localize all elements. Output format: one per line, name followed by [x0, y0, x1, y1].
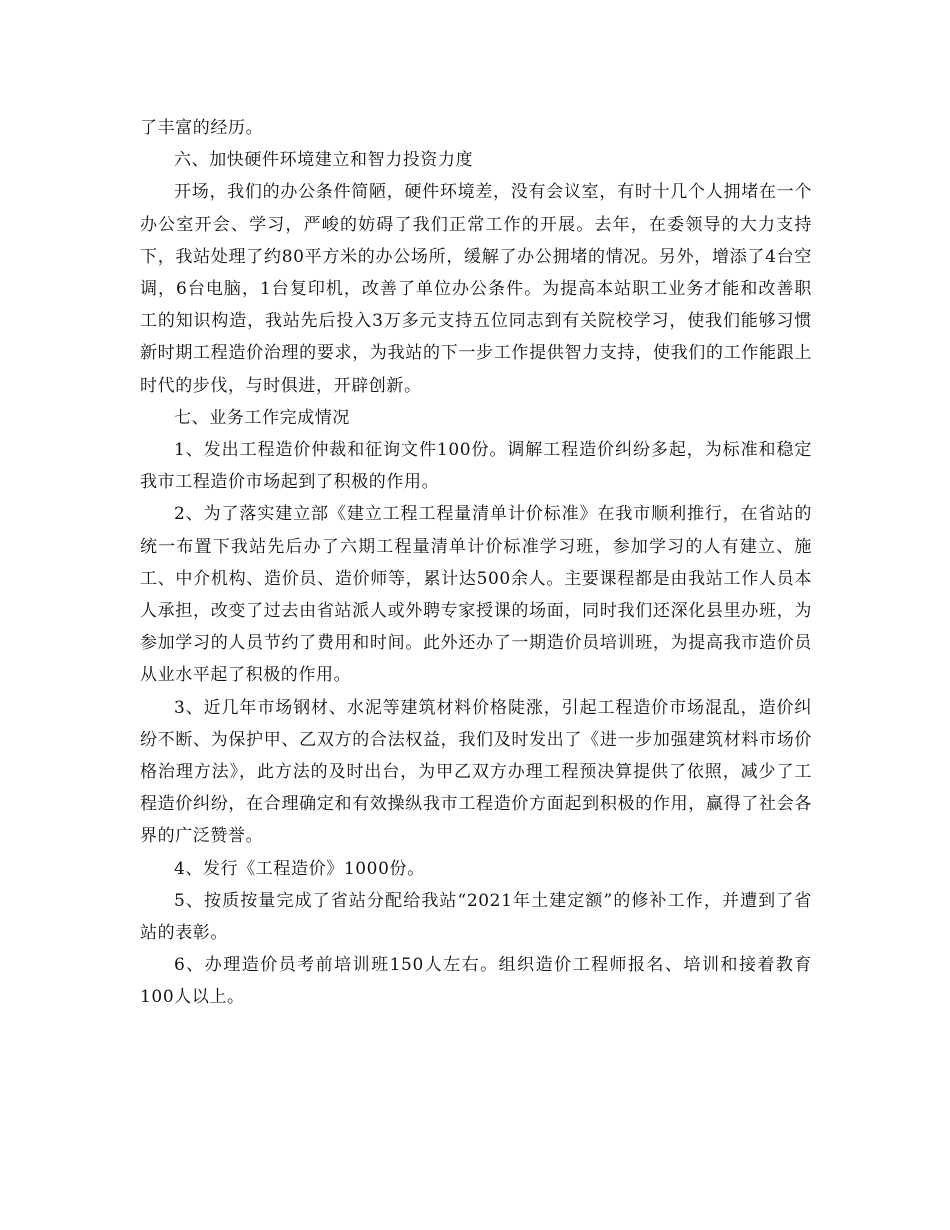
list-item-1: 1、发出工程造价仲裁和征询文件100份。调解工程造价纠纷多起，为标准和稳定我市工程造价市场起到了积极的作用。: [140, 440, 812, 493]
list-item-5: 5、按质按量完成了省站分配给我站“2021年土建定额”的修补工作，并遭到了省站的表彰。: [140, 890, 812, 944]
section-heading-six: 六、加快硬件环境建立和智力投资力度: [174, 150, 474, 171]
list-item-3: 3、近几年市场钢材、水泥等建筑材料价格陡涨，引起工程造价市场混乱，造价纠纷不断、为保护甲、乙双方的合法权益，我们及时发出了《进一步加强建筑材料市场价格治理方法》，此方法的及时出台，为甲乙双方办理工程预决算提供了依照，减少了工程造价纠纷，在合理确定和有效操纵我市工程造价方面起到积极的作用，赢得了社会各界的广泛赞誉。: [140, 697, 812, 847]
document-body: [140, 112, 812, 1014]
paragraph-office-conditions: 开场，我们的办公条件简陋，硬件环境差，没有会议室，有时十几个人拥堵在一个办公室开会、学习，严峻的妨碍了我们正常工作的开展。去年，在委领导的大力支持下，我站处理了约80平方米的办公场所，缓解了办公拥堵的情况。另外，增添了4台空调，6台电脑，1台复印机，改善了单位办公条件。为提高本站职工业务才能和改善职工的知识构造，我站先后投入3万多元支持五位同志到有关院校学习，使我们能够习惯新时期工程造价治理的要求，为我站的下一步工作提供智力支持，使我们的工作能跟上时代的步伐，与时俱进，开辟创新。: [140, 182, 812, 396]
paragraph-continuation: 了丰富的经历。: [140, 118, 264, 138]
list-item-4: 4、发行《工程造价》1000份。: [174, 858, 425, 879]
list-item-2: 2、为了落实建立部《建立工程工程量清单计价标准》在我市顺利推行，在省站的统一布置下我站先后办了六期工程量清单计价标准学习班，参加学习的人有建立、施工、中介机构、造价员、造价师等，累计达500余人。主要课程都是由我站工作人员本人承担，改变了过去由省站派人或外聘专家授课的场面，同时我们还深化县里办班，为参加学习的人员节约了费用和时间。此外还办了一期造价员培训班，为提高我市造价员从业水平起了积极的作用。: [140, 504, 812, 686]
section-heading-seven: 七、业务工作完成情况: [174, 407, 350, 428]
list-item-6: 6、办理造价员考前培训班150人左右。组织造价工程师报名、培训和接着教育100人以上。: [140, 955, 812, 1008]
